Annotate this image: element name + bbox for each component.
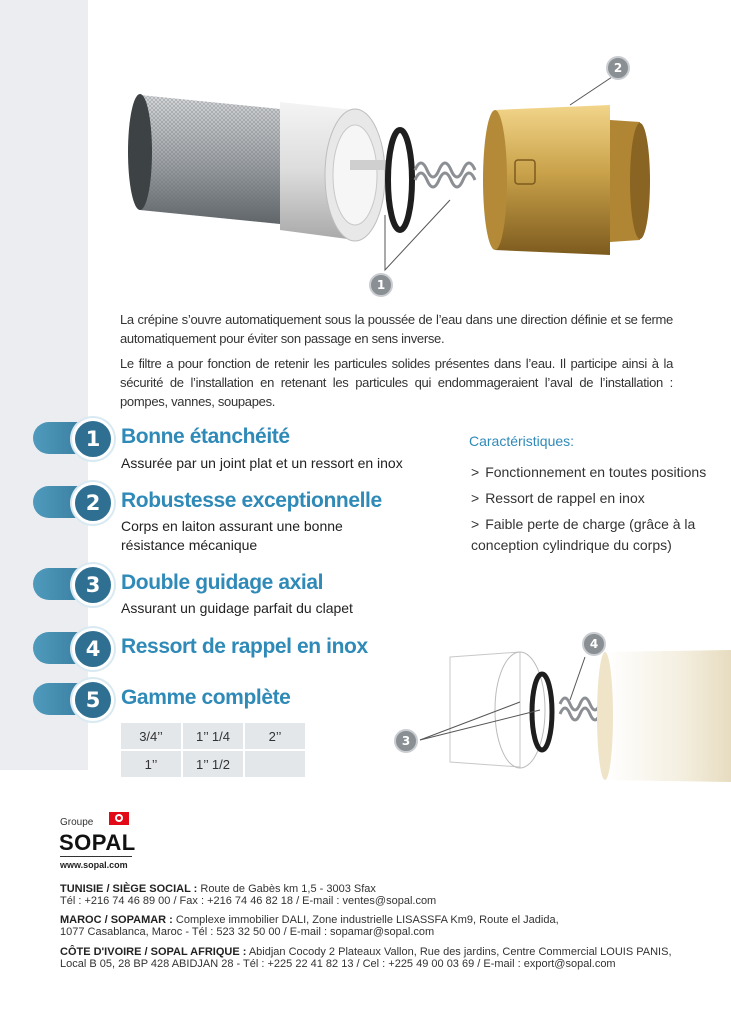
brand-underline	[60, 856, 132, 857]
feature-desc-1: Assurée par un joint plat et un ressort en inox	[121, 455, 403, 471]
callout-4: 4	[582, 632, 606, 656]
chevron-right-icon: >	[471, 464, 480, 480]
feature-title-1: Bonne étanchéité	[121, 425, 290, 448]
brass-body	[483, 105, 650, 255]
feature-number-4: 4	[72, 628, 114, 670]
office-contact: Tél : +216 74 46 89 00 / Fax : +216 74 46 82 18 / E-mail : ventes@sopal.com	[60, 895, 437, 907]
chevron-right-icon: >	[471, 490, 480, 506]
feature-number-1: 1	[72, 418, 114, 460]
chevron-right-icon: >	[471, 516, 480, 532]
callout-1: 1	[369, 273, 393, 297]
table-row	[120, 722, 306, 750]
feature-number-3: 3	[72, 564, 114, 606]
table-cell: 3/4’’	[120, 722, 182, 750]
feature-title-3: Double guidage axial	[121, 571, 324, 594]
characteristic-item-3-line2: conception cylindrique du corps)	[471, 537, 672, 553]
brand-logo: SOPAL	[59, 830, 136, 855]
feature-desc-2-line2: résistance mécanique	[121, 537, 258, 553]
website-link[interactable]: www.sopal.com	[60, 860, 128, 870]
table-cell	[244, 750, 306, 778]
office-cote-divoire	[60, 946, 672, 970]
table-row	[120, 750, 306, 778]
office-label: CÔTE D'IVOIRE / SOPAL AFRIQUE :	[60, 946, 247, 958]
feature-desc-3: Assurant un guidage parfait du clapet	[121, 600, 353, 616]
office-address: Route de Gabès km 1,5 - 3003 Sfax	[197, 883, 376, 895]
product-illustration	[100, 40, 660, 300]
table-cell: 1’’ 1/2	[182, 750, 244, 778]
characteristic-item-1: > Fonctionnement en toutes positions	[471, 464, 707, 480]
office-address: Abidjan Cocody 2 Plateaux Vallon, Rue des jardins, Centre Commercial LOUIS PANIS,	[246, 946, 672, 958]
feature-number-5: 5	[72, 679, 114, 721]
stainless-spring	[415, 163, 475, 187]
feature-desc-2: Corps en laiton assurant une bonne	[121, 518, 343, 534]
valve-plastic-body	[280, 102, 390, 241]
groupe-label: Groupe	[60, 817, 94, 828]
characteristic-item-3: > Faible perte de charge (grâce à la	[471, 516, 696, 532]
office-tunisie	[60, 883, 436, 907]
range-table	[119, 721, 307, 779]
feature-title-2: Robustesse exceptionnelle	[121, 489, 382, 512]
characteristics-title: Caractéristiques:	[469, 433, 575, 449]
office-maroc	[60, 914, 559, 938]
callout-2: 2	[606, 56, 630, 80]
office-label: MAROC / SOPAMAR :	[60, 914, 173, 926]
table-cell: 2’’	[244, 722, 306, 750]
detail-illustration	[400, 632, 731, 792]
intro-paragraph-2: Le filtre a pour fonction de retenir les particules solides présentes dans l’eau. Il participe ainsi à la sécurité de l’installation en retenant les particules qui endommageraient l’aval de l’installation : pompes, vannes, soupapes.	[120, 356, 673, 409]
office-contact: Local B 05, 28 BP 428 ABIDJAN 28 - Tél : +225 22 41 82 13 / Cel : +225 49 00 03 69 / E-mail : export@sopal.com	[60, 958, 616, 970]
strainer-mesh	[128, 94, 290, 225]
characteristic-item-2: > Ressort de rappel en inox	[471, 490, 645, 506]
feature-title-5: Gamme complète	[121, 686, 291, 709]
intro-paragraph-1: La crépine s’ouvre automatiquement sous la poussée de l’eau dans une direction définie et se ferme automatiquement pour éviter son passage en sens inverse.	[120, 312, 673, 346]
office-label: TUNISIE / SIÈGE SOCIAL :	[60, 883, 198, 895]
feature-title-4: Ressort de rappel en inox	[121, 635, 368, 658]
callout-3: 3	[394, 729, 418, 753]
table-cell: 1’’	[120, 750, 182, 778]
feature-number-2: 2	[72, 482, 114, 524]
o-ring-seal	[388, 130, 412, 230]
office-address: Complexe immobilier DALI, Zone industrielle LISASSFA Km9, Route el Jadida,	[172, 914, 559, 926]
office-contact: 1077 Casablanca, Maroc - Tél : 523 32 50 00 / E-mail : sopamar@sopal.com	[60, 926, 435, 938]
tunisia-flag-icon	[109, 812, 129, 825]
table-cell: 1’’ 1/4	[182, 722, 244, 750]
